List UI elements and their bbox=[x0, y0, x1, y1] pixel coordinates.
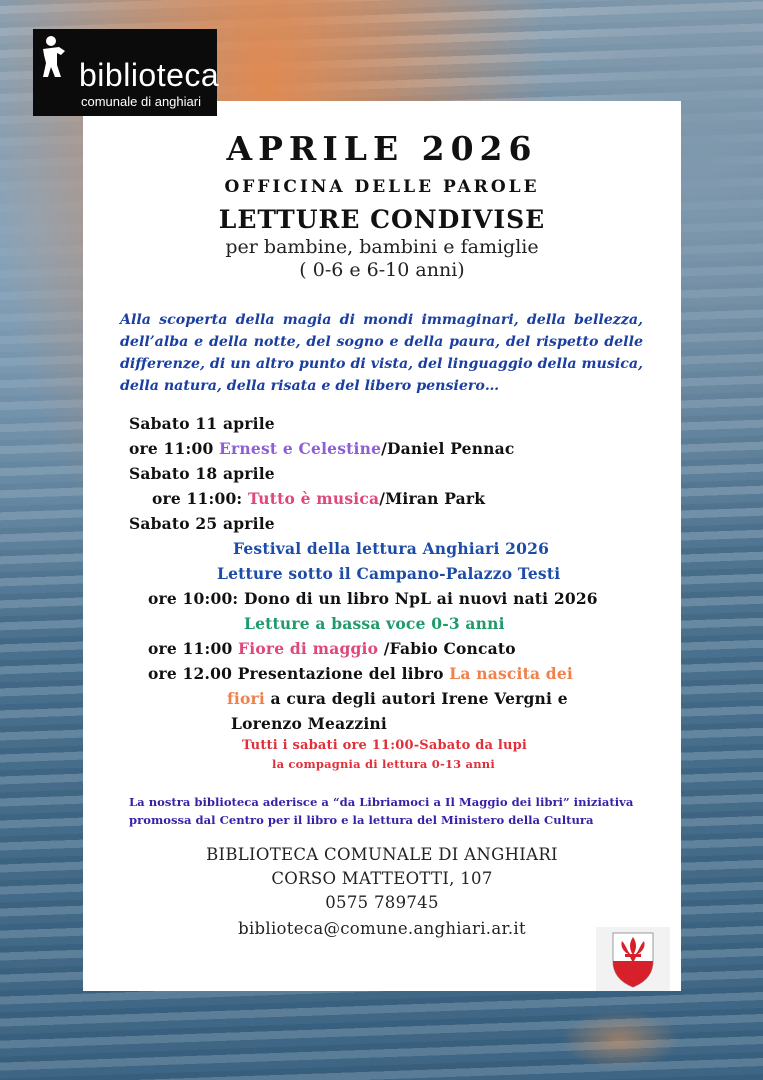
event-time: ore 11:00: bbox=[152, 489, 248, 508]
library-logo bbox=[33, 29, 220, 116]
schedule-day-11: Sabato 11 aprile bbox=[129, 414, 275, 433]
footer-library-name: BIBLIOTECA COMUNALE DI ANGHIARI bbox=[206, 845, 558, 864]
event-name: LETTURE CONDIVISE bbox=[218, 205, 546, 234]
page-title: APRILE 2026 bbox=[226, 129, 538, 168]
schedule-event-6 bbox=[148, 664, 573, 683]
schedule-event-1 bbox=[129, 439, 515, 458]
note-line-2: promossa dal Centro per il libro e la lettura del Ministero della Cultura bbox=[129, 813, 594, 827]
footer-address: CORSO MATTEOTTI, 107 bbox=[271, 869, 493, 888]
schedule-day-18: Sabato 18 aprile bbox=[129, 464, 275, 483]
reader-silhouette-icon bbox=[39, 35, 67, 79]
ages-text: ( 0-6 e 6-10 anni) bbox=[299, 259, 465, 281]
footer-email: biblioteca@comune.anghiari.ar.it bbox=[238, 919, 526, 938]
book-title: Tutto è musica bbox=[247, 489, 380, 508]
schedule-event-5 bbox=[148, 639, 516, 658]
note-line-1: La nostra biblioteca aderisce a “da Libriamoci a Il Maggio dei libri” iniziativa bbox=[129, 795, 634, 809]
logo-title: biblioteca bbox=[79, 57, 220, 93]
book-author: /Miran Park bbox=[379, 489, 486, 508]
festival-title: Festival della lettura Anghiari 2026 bbox=[233, 539, 550, 558]
authors-names: Lorenzo Meazzini bbox=[231, 714, 387, 733]
flyer-card bbox=[83, 101, 681, 991]
festival-place: Letture sotto il Campano-Palazzo Testi bbox=[217, 564, 561, 583]
book-title: Fiore di maggio bbox=[238, 639, 379, 658]
footer-phone: 0575 789745 bbox=[325, 893, 439, 912]
event-time: ore 11:00 bbox=[129, 439, 220, 458]
event-text-cont: a cura degli autori Irene Vergni e bbox=[264, 689, 568, 708]
sabato-da-lupi: Tutti i sabati ore 11:00-Sabato da lupi bbox=[242, 738, 528, 753]
event-text: ore 12.00 Presentazione del libro bbox=[148, 664, 450, 683]
audience-text: per bambine, bambini e famiglie bbox=[225, 236, 539, 258]
lupi-subtitle: la compagnia di lettura 0-13 anni bbox=[272, 757, 495, 771]
program-subtitle: OFFICINA DELLE PAROLE bbox=[224, 177, 540, 197]
background-painting-sun bbox=[560, 1010, 680, 1070]
event-time: ore 11:00 bbox=[148, 639, 239, 658]
schedule-day-25: Sabato 25 aprile bbox=[129, 514, 275, 533]
intro-paragraph: Alla scoperta della magia di mondi immaginari, della bellezza, dell’alba e della notte, del sogno e della paura, del rispetto delle differenze, di un altro punto di vista, del linguaggio della musica, della natura, della risata e del libero pensiero… bbox=[120, 312, 643, 394]
schedule-event-4: Letture a bassa voce 0-3 anni bbox=[244, 614, 505, 633]
book-title: La nascita dei bbox=[449, 664, 573, 683]
logo-subtitle: comunale di anghiari bbox=[81, 94, 201, 109]
lily-crest-icon bbox=[596, 927, 670, 991]
municipal-crest bbox=[596, 927, 670, 991]
book-title: Ernest e Celestine bbox=[219, 439, 382, 458]
schedule-event-6-cont bbox=[227, 689, 568, 708]
book-author: /Fabio Concato bbox=[378, 639, 516, 658]
schedule-event-2 bbox=[152, 489, 485, 508]
book-author: /Daniel Pennac bbox=[381, 439, 515, 458]
schedule-event-3: ore 10:00: Dono di un libro NpL ai nuovi nati 2026 bbox=[148, 589, 598, 608]
book-title-cont: fiori bbox=[227, 689, 265, 708]
